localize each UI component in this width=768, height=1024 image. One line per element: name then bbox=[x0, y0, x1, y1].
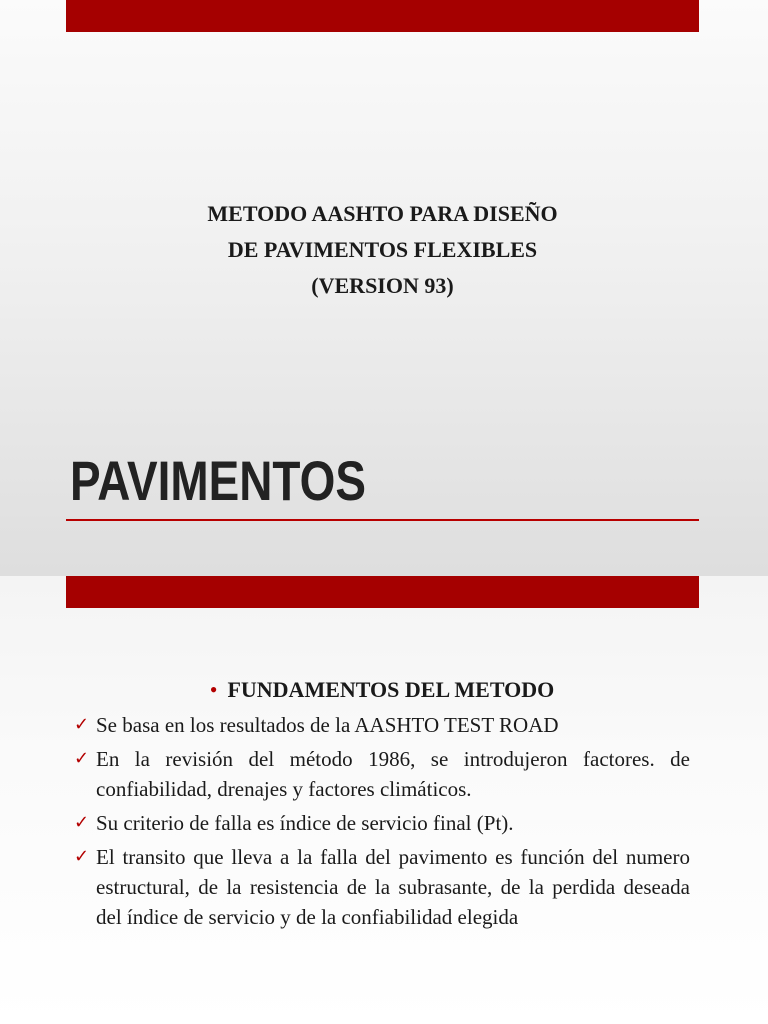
subtitle-line-1: METODO AASHTO PARA DISEÑO bbox=[207, 201, 558, 226]
checkmark-icon: ✓ bbox=[74, 812, 90, 833]
section-heading bbox=[74, 676, 690, 704]
list-item-text: Su criterio de falla es índice de servicio final (Pt). bbox=[96, 811, 514, 835]
list-item-text: En la revisión del método 1986, se introdujeron factores. de confiabilidad, drenajes y factores climáticos. bbox=[96, 747, 690, 801]
list-item bbox=[74, 842, 690, 932]
title-underline bbox=[66, 519, 699, 521]
checkmark-icon: ✓ bbox=[74, 846, 90, 867]
slide-content bbox=[0, 576, 768, 1024]
content-body bbox=[74, 676, 690, 936]
slide-subtitle bbox=[66, 196, 699, 304]
top-accent-bar bbox=[66, 0, 699, 32]
slide-title-text: PAVIMENTOS bbox=[70, 449, 366, 512]
checkmark-icon: ✓ bbox=[74, 714, 90, 735]
list-item-text: Se basa en los resultados de la AASHTO TEST ROAD bbox=[96, 713, 559, 737]
list-item bbox=[74, 808, 690, 838]
subtitle-line-3: (VERSION 93) bbox=[311, 273, 454, 298]
list-item bbox=[74, 744, 690, 804]
list-item-text: El transito que lleva a la falla del pavimento es función del numero estructural, de la resistencia de la subrasante, de la perdida deseada del índice de servicio y de la confiabilidad elegida bbox=[96, 845, 690, 929]
list-item bbox=[74, 710, 690, 740]
top-accent-bar bbox=[66, 576, 699, 608]
bullet-dot-icon: • bbox=[209, 677, 218, 702]
checkmark-icon: ✓ bbox=[74, 748, 90, 769]
subtitle-line-2: DE PAVIMENTOS FLEXIBLES bbox=[227, 237, 538, 262]
section-heading-text: FUNDAMENTOS DEL METODO bbox=[227, 677, 555, 702]
